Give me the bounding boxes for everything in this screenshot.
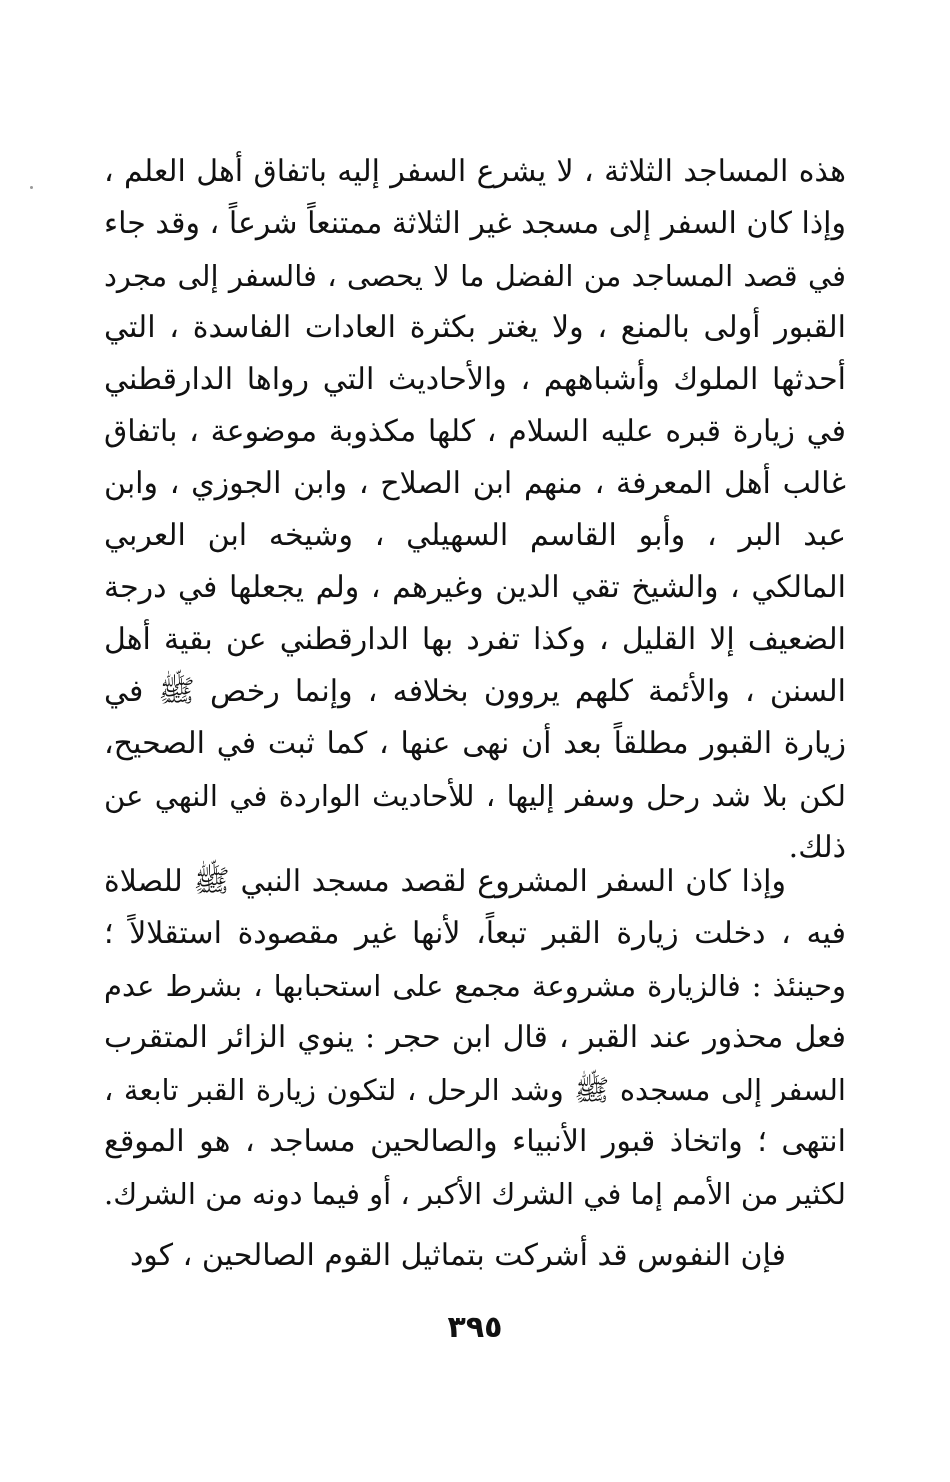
text-line: فإن النفوس قد أشركت بتماثيل القوم الصالحين ، كود xyxy=(129,1238,786,1273)
text-line: لكن بلا شد رحل وسفر إليها ، للأحاديث الواردة في النهي عن xyxy=(104,779,846,813)
text-line: في زيارة قبره عليه السلام ، كلها مكذوبة موضوعة ، باتفاق xyxy=(104,414,846,449)
text-line: في قصد المساجد من الفضل ما لا يحصى ، فالسفر إلى مجرد xyxy=(104,259,846,293)
text-line: هذه المساجد الثلاثة ، لا يشرع السفر إليه باتفاق أهل العلم ، xyxy=(104,154,846,189)
text-line: أحدثها الملوك وأشباههم ، والأحاديث التي رواها الدارقطني xyxy=(104,362,846,397)
text-line: القبور أولى بالمنع ، ولا يغتر بكثرة العادات الفاسدة ، التي xyxy=(104,310,846,345)
text-line: المالكي ، والشيخ تقي الدين وغيرهم ، ولم يجعلها في درجة xyxy=(104,570,846,605)
text-line: غالب أهل المعرفة ، منهم ابن الصلاح ، وابن الجوزي ، وابن xyxy=(104,466,846,501)
text-line: وإذا كان السفر إلى مسجد غير الثلاثة ممتنعاً شرعاً ، وقد جاء xyxy=(104,206,846,241)
text-line: زيارة القبور مطلقاً بعد أن نهى عنها ، كما ثبت في الصحيح، xyxy=(104,726,846,761)
text-line: انتهى ؛ واتخاذ قبور الأنبياء والصالحين مساجد ، هو الموقع xyxy=(104,1124,846,1159)
text-line: وإذا كان السفر المشروع لقصد مسجد النبي ﷺ للصلاة xyxy=(104,864,786,899)
text-line: السنن ، والأئمة كلهم يروون بخلافه ، وإنما رخص ﷺ في xyxy=(104,674,846,709)
margin-speck xyxy=(30,186,33,189)
text-line: الضعيف إلا القليل ، وكذا تفرد بها الدارقطني عن بقية أهل xyxy=(104,622,846,657)
text-line: فعل محذور عند القبر ، قال ابن حجر : ينوي الزائر المتقرب xyxy=(104,1020,846,1055)
paragraph-1 xyxy=(104,146,846,874)
text-line: عبد البر ، وأبو القاسم السهيلي ، وشيخه ابن العربي xyxy=(104,518,846,553)
text-line: السفر إلى مسجده ﷺ وشد الرحل ، لتكون زيارة القبر تابعة ، xyxy=(104,1073,846,1107)
text-line: فيه ، دخلت زيارة القبر تبعاً، لأنها غير مقصودة استقلالاً ؛ xyxy=(104,916,846,951)
text-line: لكثير من الأمم إما في الشرك الأكبر ، أو فيما دونه من الشرك. xyxy=(104,1177,846,1211)
paragraph-3 xyxy=(104,1230,846,1282)
text-line: وحينئذ : فالزيارة مشروعة مجمع على استحبابها ، بشرط عدم xyxy=(104,969,846,1003)
paragraph-2 xyxy=(104,856,846,1220)
page-number: ٣٩٥ xyxy=(447,1310,503,1345)
text-line: ذلك. xyxy=(788,830,846,865)
